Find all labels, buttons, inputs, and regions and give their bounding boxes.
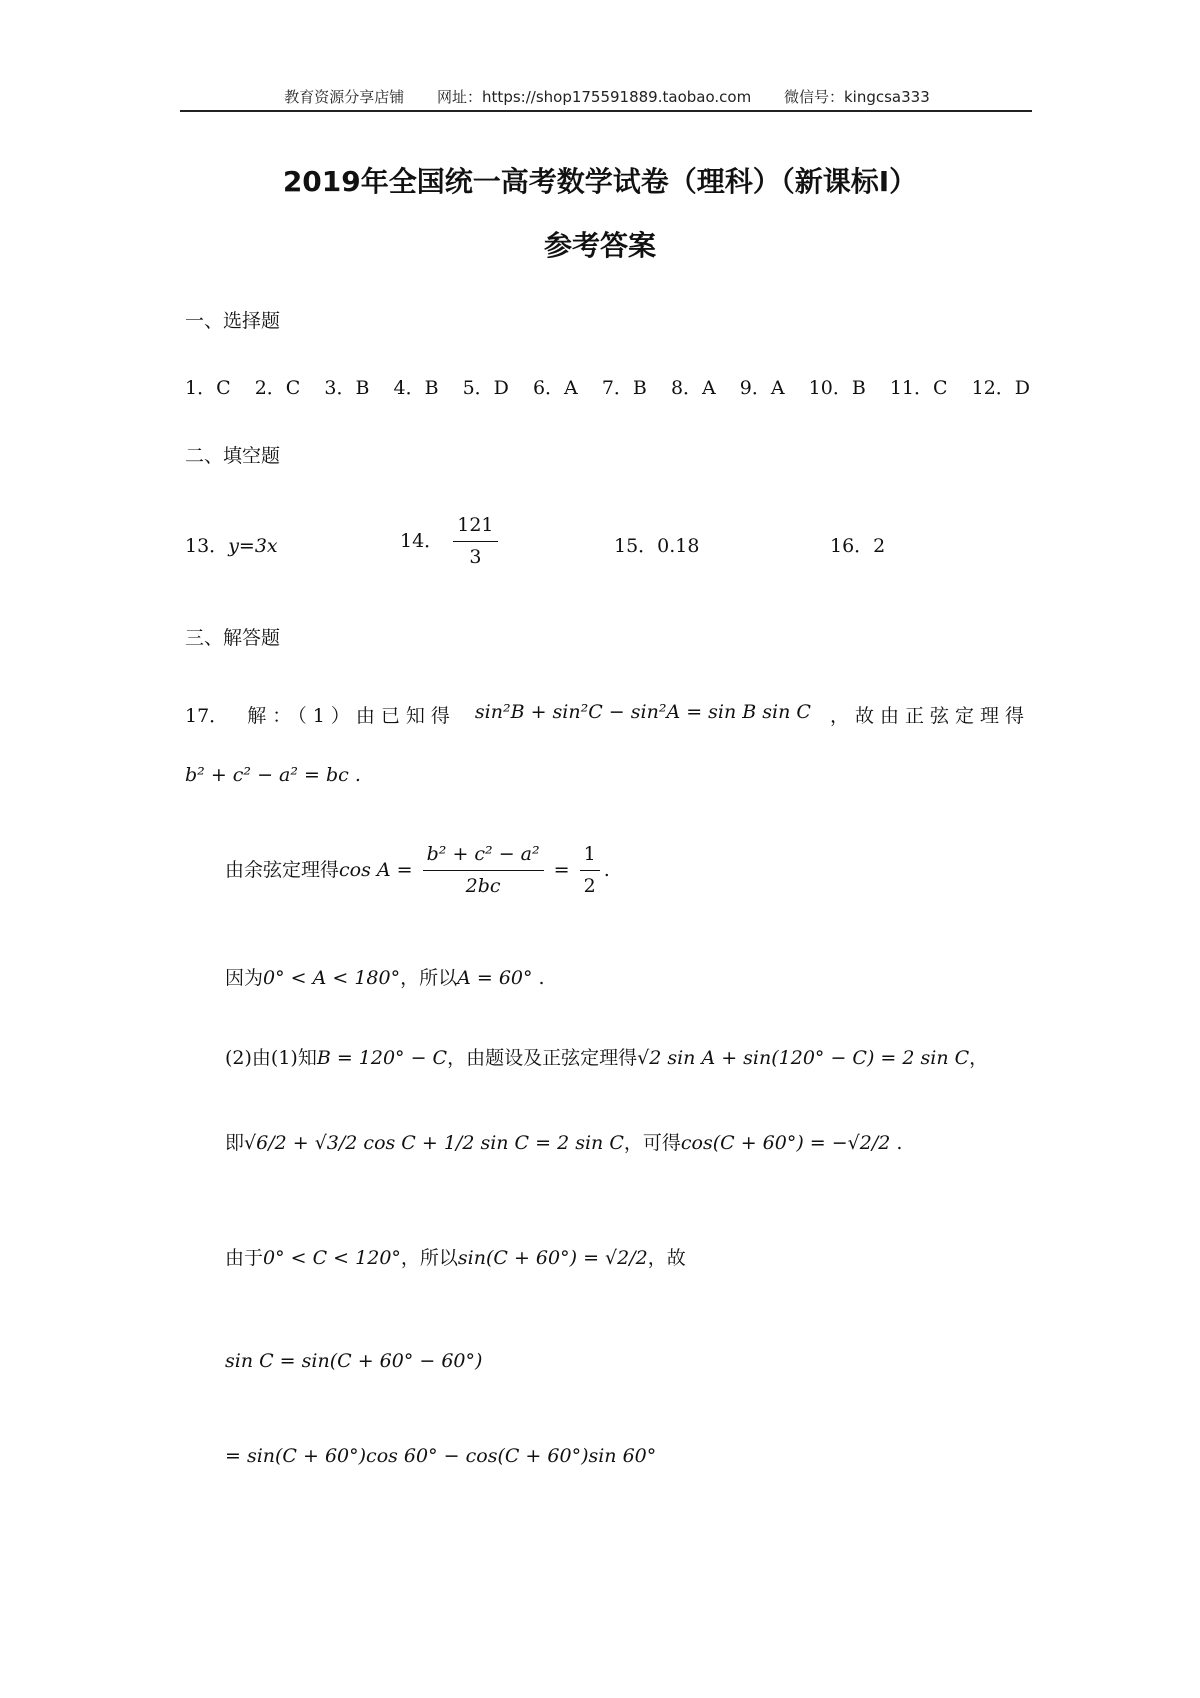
answer-13	[185, 531, 278, 558]
half-denominator: 2	[583, 874, 596, 897]
q17-eq1: sin²B + sin²C − sin²A = sin B sin C	[474, 701, 811, 723]
q17-line1	[185, 701, 1030, 728]
kede-expr: cos(C + 60°) = −√2/2	[680, 1132, 891, 1154]
section-choice-heading: 一、选择题	[185, 310, 281, 332]
cos-numerator: b² + c² − a²	[423, 843, 544, 871]
part2-expr: B = 120° − C	[316, 1047, 448, 1069]
section-solve-heading: 三、解答题	[185, 627, 281, 649]
half-fraction	[580, 843, 600, 899]
expand-expr: = sin(C + 60°)cos 60° − cos(C + 60°)sin 60°	[225, 1445, 657, 1467]
q13-label: 13．	[185, 535, 229, 557]
q14-numerator: 121	[453, 514, 497, 542]
q14-fraction	[453, 514, 497, 570]
wechat-id: 微信号：kingcsa333	[783, 88, 930, 106]
answer-item: 9．A	[739, 377, 785, 399]
q13-value: y=3x	[228, 535, 278, 557]
answer-item: 8．A	[670, 377, 716, 399]
page-subtitle: 参考答案	[543, 229, 656, 262]
ji-expr: √6/2 + √3/2 cos C + 1/2 sin C = 2 sin C	[244, 1132, 624, 1154]
answer-item: 10．B	[808, 377, 866, 399]
q17-youyu-line	[225, 1243, 686, 1270]
q17-line2	[185, 764, 361, 786]
answer-item: 6．A	[532, 377, 578, 399]
q14-denominator: 3	[469, 545, 482, 568]
so-text: ，所以	[400, 967, 458, 989]
q14-label: 14．	[400, 529, 444, 552]
q17-label: 17．	[185, 705, 229, 727]
answer-item: 5．D	[462, 377, 509, 399]
header-divider	[180, 110, 1032, 112]
comma: ，	[969, 1047, 989, 1069]
gu-label: ，故	[647, 1247, 686, 1269]
answer-item: 2．C	[254, 377, 301, 399]
part2-mid: ，由题设及正弦定理得	[447, 1047, 638, 1069]
angle-range: 0° < A < 180°	[263, 967, 401, 989]
part2-eq: √2 sin A + sin(120° − C) = 2 sin C	[637, 1047, 970, 1069]
section-fill-heading: 二、填空题	[185, 445, 281, 467]
cos-prefix: 由余弦定理得	[225, 858, 340, 881]
period: .	[603, 858, 610, 881]
angle-result: A = 60°	[457, 967, 533, 989]
period: .	[532, 967, 545, 989]
answer-item: 1．C	[185, 377, 231, 399]
answer-item: 11．C	[889, 377, 948, 399]
q17-cos-line	[225, 843, 610, 899]
because-prefix: 因为	[225, 967, 264, 989]
youyu-label: 由于	[225, 1247, 264, 1269]
answer-16: 16．2	[830, 535, 886, 557]
answer-15: 15．0.18	[614, 535, 700, 557]
q17-intro: 解：（1）由已知得	[247, 705, 456, 727]
suoyi-label: ，所以	[400, 1247, 458, 1269]
suoyi-expr: sin(C + 60°) = √2/2	[457, 1247, 648, 1269]
shop-name: 教育资源分享店铺	[284, 88, 405, 106]
q17-after-eq1: ，故由正弦定理得	[829, 705, 1030, 727]
page-title: 2019年全国统一高考数学试卷（理科）（新课标Ⅰ）	[282, 165, 918, 198]
half-numerator: 1	[580, 843, 600, 871]
kede-label: ，可得	[623, 1132, 681, 1154]
page-header	[182, 86, 1032, 107]
sinc-expr: sin C = sin(C + 60° − 60°)	[225, 1350, 483, 1372]
answer-item: 12．D	[971, 377, 1031, 399]
period: .	[890, 1132, 903, 1154]
cos-fraction	[423, 843, 544, 899]
cos-denominator: 2bc	[465, 874, 501, 897]
equals-sign: =	[553, 858, 570, 881]
answer-item: 4．B	[393, 377, 439, 399]
shop-url: 网址：https://shop175591889.taobao.com	[437, 88, 752, 106]
q17-ji-line	[225, 1128, 902, 1155]
q17-sinc-line	[225, 1350, 482, 1372]
answer-14	[400, 514, 502, 570]
q17-angle-line	[225, 963, 545, 990]
choice-answers	[185, 373, 1048, 400]
q17-expand-line	[225, 1445, 656, 1467]
q17-eq2: b² + c² − a² = bc .	[185, 764, 361, 786]
ji-label: 即	[225, 1132, 245, 1154]
cos-a-label: cos A =	[339, 858, 413, 881]
answer-item: 7．B	[601, 377, 647, 399]
q17-part2-line	[225, 1043, 988, 1070]
youyu-range: 0° < C < 120°	[263, 1247, 401, 1269]
part2-prefix: (2)由(1)知	[225, 1047, 317, 1069]
answer-item: 3．B	[324, 377, 370, 399]
